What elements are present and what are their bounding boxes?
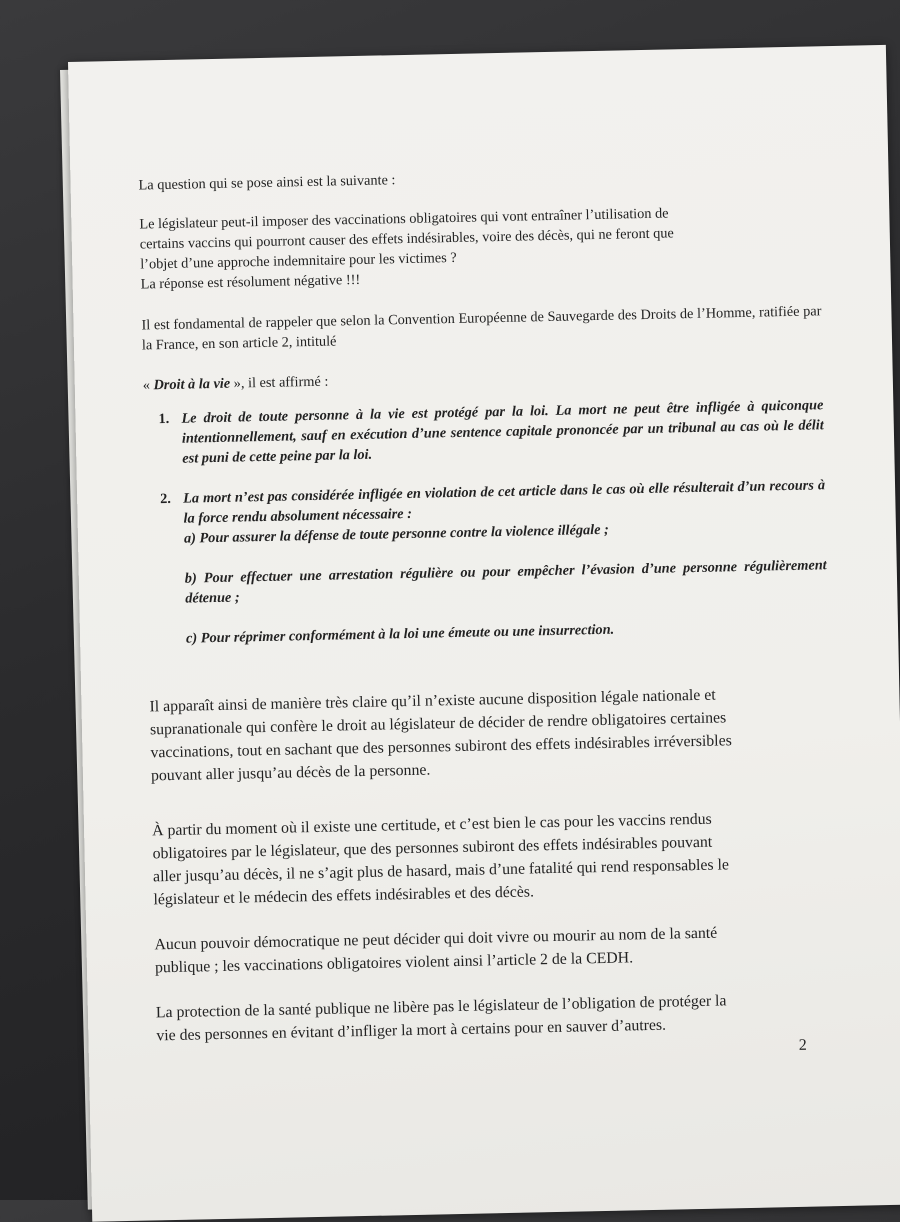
question-line: l’objet d’une approche indemnitaire pour les victimes ? (140, 249, 457, 273)
paragraph-line: Il apparaît ainsi de manière très claire qu’il n’existe aucune disposition légale nationale et (149, 686, 716, 716)
item-number: 2. (160, 490, 172, 508)
item-number: 1. (158, 410, 170, 428)
paragraph-line: La protection de la santé publique ne libère pas le législateur de l’obligation de protéger la (155, 992, 727, 1022)
droit-title: Droit à la vie (153, 375, 231, 394)
question-line: Le législateur peut-il imposer des vaccinations obligatoires qui vont entraîner l’utilisation de (139, 205, 669, 233)
document-page (68, 45, 900, 1222)
paragraph-line: pouvant aller jusqu’au décès de la personne. (150, 761, 431, 785)
subitem: c) Pour réprimer conformément à la loi une émeute ou une insurrection. (185, 621, 615, 647)
paragraph-line: supranationale qui confère le droit au législateur de décider de rendre obligatoires certaines (149, 709, 727, 739)
answer-line: La réponse est résolument négative !!! (140, 271, 361, 293)
paragraph (152, 805, 834, 911)
paragraph (149, 681, 831, 787)
paragraph-line: À partir du moment où il existe une certitude, et c’est bien le cas pour les vaccins rendus (151, 810, 712, 840)
document-body (138, 161, 836, 1047)
article-item (145, 475, 828, 649)
article-list (143, 395, 828, 649)
subitem: b) Pour effectuer une arrestation régulière ou pour empêcher l’évasion d’une personne régulièrement détenue ; (184, 557, 827, 607)
paragraph-line: obligatoires par le législateur, que des personnes subiront des effets indésirables pouvant (152, 833, 713, 863)
paragraph (156, 987, 837, 1047)
intro-line: La question qui se pose ainsi est la suivante : (138, 172, 396, 194)
question-line: certains vaccins qui pourront causer des effets indésirables, voire des décès, qui ne feront que (139, 225, 674, 253)
paragraph-line: législateur et le médecin des effets indésirables et des décès. (153, 883, 535, 909)
convention-paragraph: Il est fondamental de rappeler que selon la Convention Européenne de Sauvegarde des Droits de l’Homme, ratifiée par la France, en son article 2, intitulé (141, 303, 822, 354)
article-item (143, 395, 824, 469)
paragraph-line: aller jusqu’au décès, il ne s’agit plus de hasard, mais d’une fatalité qui rend responsables le (152, 856, 730, 886)
question-block (139, 200, 821, 294)
paragraph (154, 919, 835, 979)
paragraph-line: publique ; les vaccinations obligatoires violent ainsi l’article 2 de la CEDH. (154, 949, 634, 977)
item-text: La mort n’est pas considérée infligée en violation de cet article dans le cas où elle résulterait d’un recours à la force rendu absolument nécessaire : (183, 477, 826, 527)
subitem: a) Pour assurer la défense de toute personne contre la violence illégale ; (183, 521, 609, 547)
page-number: 2 (798, 1036, 807, 1054)
paragraph-line: Aucun pouvoir démocratique ne peut décider qui doit vivre ou mourir au nom de la santé (154, 924, 718, 954)
paragraph-line: vaccinations, tout en sachant que des personnes subiront des effets indésirables irréversibles (150, 732, 732, 762)
paragraph-line: vie des personnes en évitant d’infliger la mort à certains pour en sauver d’autres. (156, 1016, 667, 1045)
item-text: Le droit de toute personne à la vie est protégé par la loi. La mort ne peut être infligée à quiconque intentionnellement, sauf en exécution d’une sentence capitale prononcée par un tribunal au cas où le délit est puni de cette peine par la loi. (181, 397, 824, 467)
droit-heading: « Droit à la vie », il est affirmé : (142, 373, 329, 394)
